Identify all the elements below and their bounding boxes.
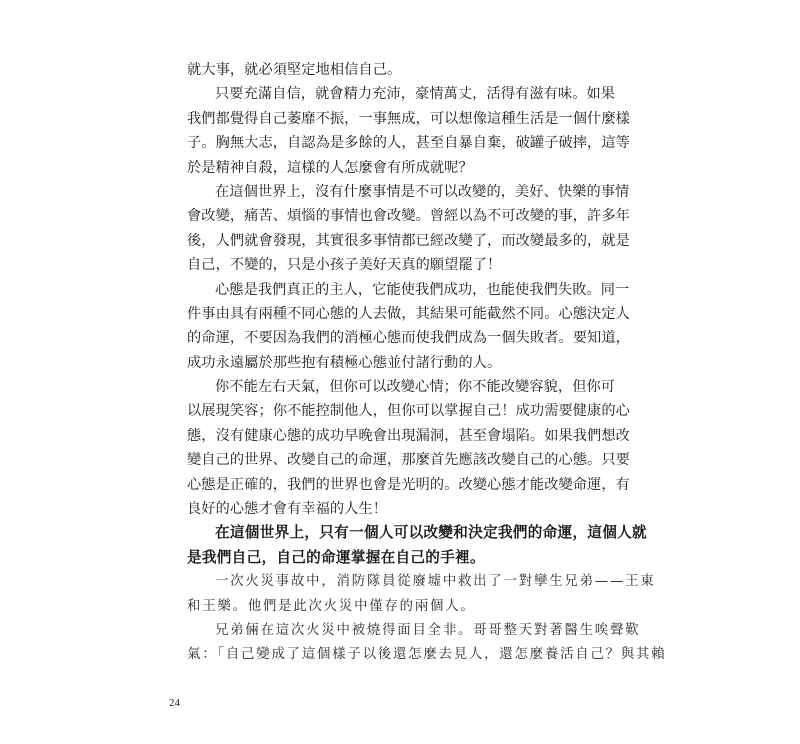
body-text [187,58,667,668]
text-line: 於是精神自殺，這樣的人怎麼會有所成就呢？ [187,159,473,176]
text-line: 後，人們就會發現，其實很多事情都已經改變了，而改變最多的，就是 [187,232,630,249]
text-line: 心態是我們真正的主人，它能使我們成功，也能使我們失敗。同一 [215,281,630,298]
story-text-line: 兄弟倆在這次火災中被燒得面目全非。哥哥整天對著醫生唉聲歎 [215,622,641,638]
text-line: 會改變，痛苦、煩惱的事情也會改變。曾經以為不可改變的事，許多年 [187,208,630,225]
text-line: 你不能左右天氣，但你可以改變心情；你不能改變容貌，但你可 [215,379,616,396]
text-line: 我們都覺得自己萎靡不振，一事無成，可以想像這種生活是一個什麼樣 [187,110,630,127]
text-line: 良好的心態才會有幸福的人生！ [187,501,388,518]
text-line: 心態是正確的，我們的世界也會是光明的。改變心態才能改變命運，有 [187,476,630,493]
text-line: 的命運，不要因為我們的消極心態而使我們成為一個失敗者。要知道， [187,330,630,347]
text-line: 成功永遠屬於那些抱有積極心態並付諸行動的人。 [187,354,502,371]
text-line: 在這個世界上，沒有什麼事情是不可以改變的，美好、快樂的事情 [215,183,630,200]
text-line: 件事由具有兩種不同心態的人去做，其結果可能截然不同。心態決定人 [187,305,630,322]
story-text-line: 氣：「自己變成了這個樣子以後還怎麼去見人，還怎麼養活自己？與其賴 [187,647,667,663]
page-number: 24 [169,697,180,709]
story-text-line: 和王樂。他們是此次火災中僅存的兩個人。 [187,598,476,614]
text-line: 就大事，就必須堅定地相信自己。 [187,62,402,78]
text-line: 子。胸無大志，自認為是多餘的人，甚至自暴自棄，破罐子破摔，這等 [187,135,630,152]
text-line: 只要充滿自信，就會精力充沛，豪情萬丈，活得有滋有味。如果 [215,86,616,103]
text-line: 以展現笑容；你不能控制他人，但你可以掌握自己！成功需要健康的心 [187,403,630,420]
story-text-line: 一次火災事故中，消防隊員從廢墟中救出了一對孿生兄弟——王東 [215,574,656,590]
text-line: 態，沒有健康心態的成功早晚會出現漏洞，甚至會塌陷。如果我們想改 [187,427,630,444]
bold-text-line: 在這個世界上，只有一個人可以改變和決定我們的命運，這個人就 [215,524,647,542]
text-line: 自己，不變的，只是小孩子美好天真的願望罷了！ [187,257,502,274]
bold-text-line: 是我們自己，自己的命運掌握在自己的手裡。 [187,548,485,566]
text-line: 變自己的世界、改變自己的命運，那麼首先應該改變自己的心態。只要 [187,452,630,469]
